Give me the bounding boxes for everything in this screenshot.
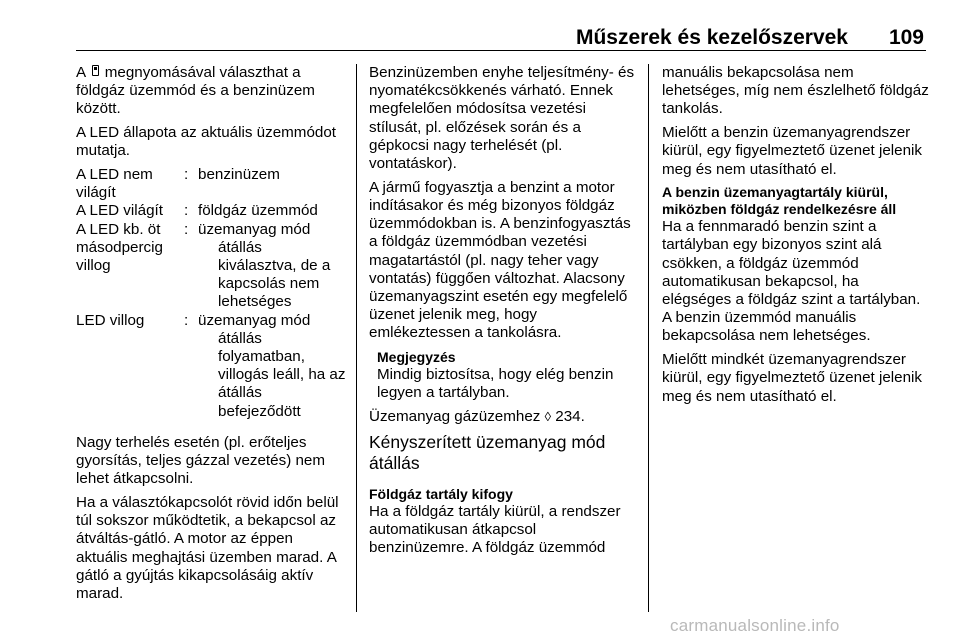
led-meaning: átállás (218, 238, 262, 256)
cross-reference: Üzemanyag gázüzemhez ◊ 234. (369, 408, 585, 426)
fuel-pump-icon (91, 65, 100, 78)
page-number: 109 (888, 26, 924, 49)
led-meaning: lehetséges (218, 293, 292, 311)
led-meaning: kapcsolás nem (218, 275, 320, 293)
led-meaning: átállás (218, 329, 262, 347)
reference-page: 234. (555, 408, 585, 426)
led-meaning: benzinüzem (198, 166, 280, 184)
led-meaning: átállás (218, 384, 262, 402)
header-rule (76, 50, 926, 51)
paragraph: A megnyomásával választhat a földgáz üzemmód és a benzinüzem között. (76, 64, 315, 118)
led-table (76, 166, 348, 421)
led-state: A LED világít (76, 202, 163, 220)
paragraph: Ha a választókapcsolót rövid időn belül túl sokszor működtetik, a bekapcsol az átváltás-gátló. A motor az éppen aktuális meghajtási üzemben marad. A gátló a gyújtás kikapcsolásáig aktív marad. (76, 493, 339, 602)
led-meaning: befejeződött (218, 402, 301, 420)
led-meaning: üzemanyag mód (198, 311, 311, 329)
note-box (369, 348, 637, 403)
column-3 (662, 64, 930, 411)
note-title: Megjegyzés (377, 349, 456, 366)
subsection-heading: A benzin üzemanyagtartály kiürül, miközben földgáz rendelkezésre áll (662, 184, 897, 218)
paragraph: A jármű fogyasztja a benzint a motor indításakor és még bizonyos földgáz üzemmódokban is. A benzinfogyasztás a földgáz üzemmódban vezetési magatartástól (pl. nagy teher vagy vontatás) függően változhat. Alacsony üzemanyagszint esetén egy megfelelő üzenet jelenik meg, hogy emlékeztessen a tankolásra. (369, 178, 631, 342)
led-state: A LED kb. öt másodpercig villog (76, 220, 163, 275)
subsection-heading: Földgáz tartály kifogy (369, 485, 513, 502)
column-1 (76, 64, 348, 609)
led-meaning: üzemanyag mód (198, 220, 311, 238)
column-2 (369, 64, 637, 563)
column-divider (356, 64, 357, 612)
paragraph: Mielőtt mindkét üzemanyagrendszer kiürül, egy figyelmeztető üzenet jelenik meg és nem utasítható el. (662, 351, 923, 405)
led-row: LED villog : üzemanyag mód átállás folyamatban, villogás leáll, ha az átállás befejeződött (76, 312, 348, 421)
paragraph: Benzinüzemben enyhe teljesítmény- és nyomatékcsökkenés várható. Ennek megfelelően módosítsa vezetési stílusát, pl. előzések során és a gépkocsi nagy terhelését (pl. vontatáskor). (369, 64, 635, 173)
section-heading: Kényszerített üzemanyag mód átállás (369, 431, 606, 473)
paragraph: manuális bekapcsolása nem lehetséges, míg nem észlelhető földgáz tankolás. (662, 64, 929, 118)
led-state: LED villog (76, 311, 145, 329)
paragraph: A LED állapota az aktuális üzemmódot mutatja. (76, 124, 337, 160)
reference-arrow-icon: ◊ (544, 409, 552, 425)
led-meaning: kiválasztva, de a (218, 257, 331, 275)
led-meaning: földgáz üzemmód (198, 202, 318, 220)
paragraph: Ha a fennmaradó benzin szint a tartályban egy bizonyos szint alá csökken, a földgáz üzemmód automatikusan bekapcsol, ha elégséges a földgáz szint a tartályban. A benzin üzemmód manuális bekapcsolása nem lehetséges. (662, 218, 921, 345)
page-title: Műszerek és kezelőszervek (575, 26, 848, 49)
paragraph: Mielőtt a benzin üzemanyagrendszer kiürül, egy figyelmeztető üzenet jelenik meg és nem utasítható el. (662, 124, 923, 178)
note-text: Mindig biztosítsa, hogy elég benzin legyen a tartályban. (377, 366, 614, 402)
column-divider (648, 64, 649, 612)
led-meaning: villogás leáll, ha az (218, 366, 346, 384)
watermark: carmanualsonline.info (670, 616, 840, 635)
page-header (76, 22, 926, 48)
led-state: A LED nem világít (76, 166, 153, 202)
led-row: A LED világít : földgáz üzemmód (76, 202, 348, 220)
led-meaning: folyamatban, (218, 348, 305, 366)
paragraph: Ha a földgáz tartály kiürül, a rendszer automatikusan átkapcsol benzinüzemre. A földgáz üzemmód (369, 502, 621, 557)
led-row: A LED kb. öt másodpercig villog : üzemanyag mód átállás kiválasztva, de a kapcsolás nem lehetséges (76, 221, 348, 312)
paragraph: Nagy terhelés esetén (pl. erőteljes gyorsítás, teljes gázzal vezetés) nem lehet átkapcsolni. (76, 433, 326, 488)
led-row: A LED nem világít : benzinüzem (76, 166, 348, 202)
